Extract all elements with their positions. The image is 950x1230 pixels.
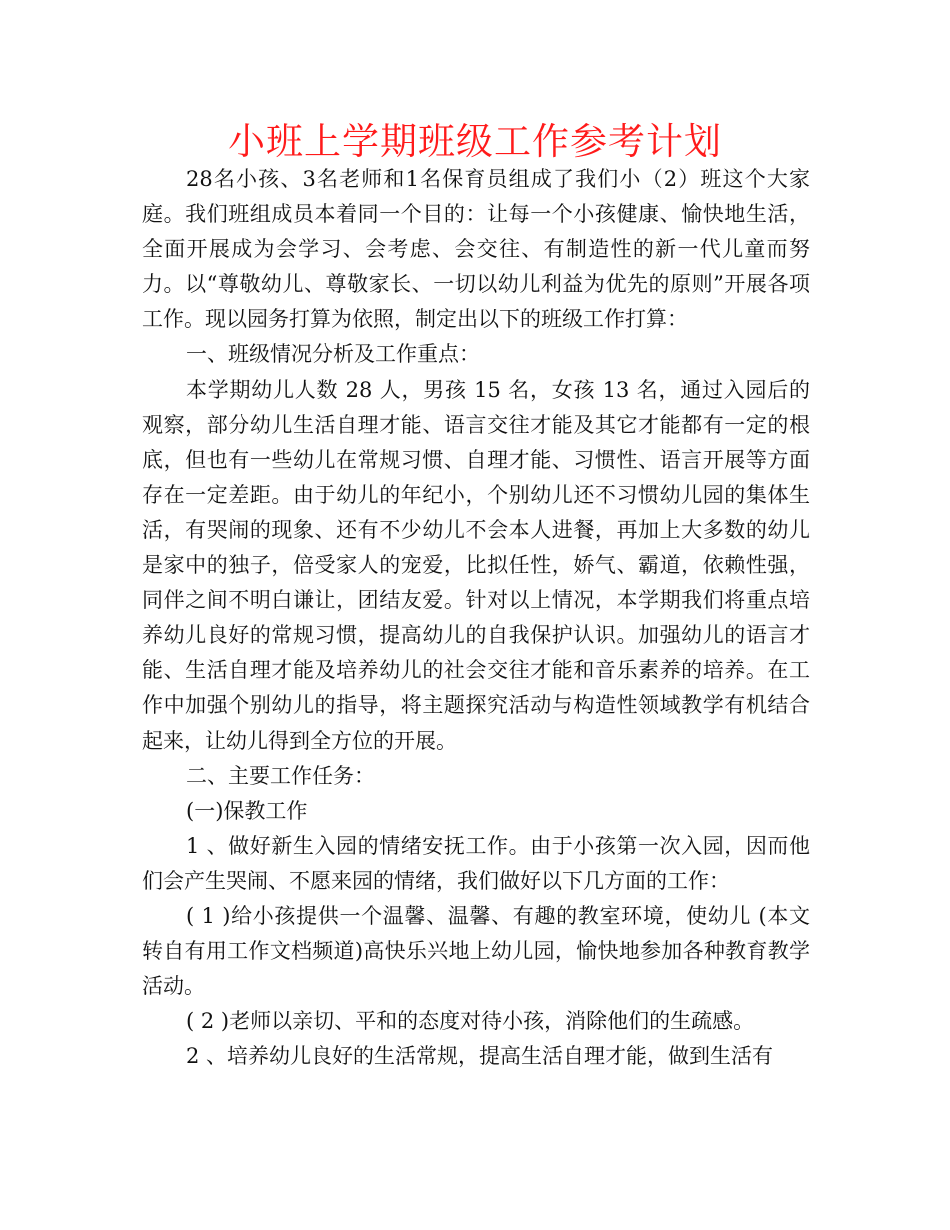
- subheading-care-education: (一)保教工作: [186, 798, 308, 823]
- paragraph-intro: 28名小孩、3名老师和1名保育员组成了我们小（2）班这个大家庭。我们班组成员本着同一个目的：让每一个小孩健康、愉快地生活，全面开展成为会学习、会考虑、会交往、有制造性的新一代儿童而努力。以“尊敬幼儿、尊敬家长、一切以幼儿利益为优先的原则”开展各项工作。现以园务打算为依照，制定出以下的班级工作打算：: [142, 167, 810, 332]
- paragraph-class-analysis: 本学期幼儿人数 28 人，男孩 15 名，女孩 13 名，通过入园后的观察，部分幼儿生活自理才能、语言交往才能及其它才能都有一定的根底，但也有一些幼儿在常规习惯、自理才能、习惯性、语言开展等方面存在一定差距。由于幼儿的年纪小，个别幼儿还不习惯幼儿园的集体生活，有哭闹的现象、还有不少幼儿不会本人进餐，再加上大多数的幼儿是家中的独子，倍受家人的宠爱，比拟任性，娇气、霸道，依赖性强，同伴之间不明白谦让，团结友爱。针对以上情况，本学期我们将重点培养幼儿良好的常规习惯，提高幼儿的自我保护认识。加强幼儿的语言才能、生活自理才能及培养幼儿的社会交往才能和音乐素养的培养。在工作中加强个别幼儿的指导，将主题探究活动与构造性领域教学有机结合起来，让幼儿得到全方位的开展。: [142, 377, 810, 753]
- paragraph-item-1-1: ( 1 )给小孩提供一个温馨、温馨、有趣的教室环境，使幼儿 (本文转自有用工作文档频道)高快乐兴地上幼儿园，愉快地参加各种教育教学活动。: [142, 903, 810, 999]
- heading-main-tasks: 二、主要工作任务：: [186, 763, 375, 788]
- paragraph-item-1-2: ( 2 )老师以亲切、平和的态度对待小孩，消除他们的生疏感。: [186, 1009, 755, 1034]
- document-title: 小班上学期班级工作参考计划: [228, 120, 722, 163]
- heading-class-analysis: 一、班级情况分析及工作重点：: [186, 342, 480, 367]
- paragraph-item-1: 1 、做好新生入园的情绪安抚工作。由于小孩第一次入园，因而他们会产生哭闹、不愿来园的情绪，我们做好以下几方面的工作：: [142, 833, 810, 893]
- paragraph-item-2: 2 、培养幼儿良好的生活常规，提高生活自理才能，做到生活有: [186, 1044, 774, 1069]
- document-body: [142, 162, 810, 1074]
